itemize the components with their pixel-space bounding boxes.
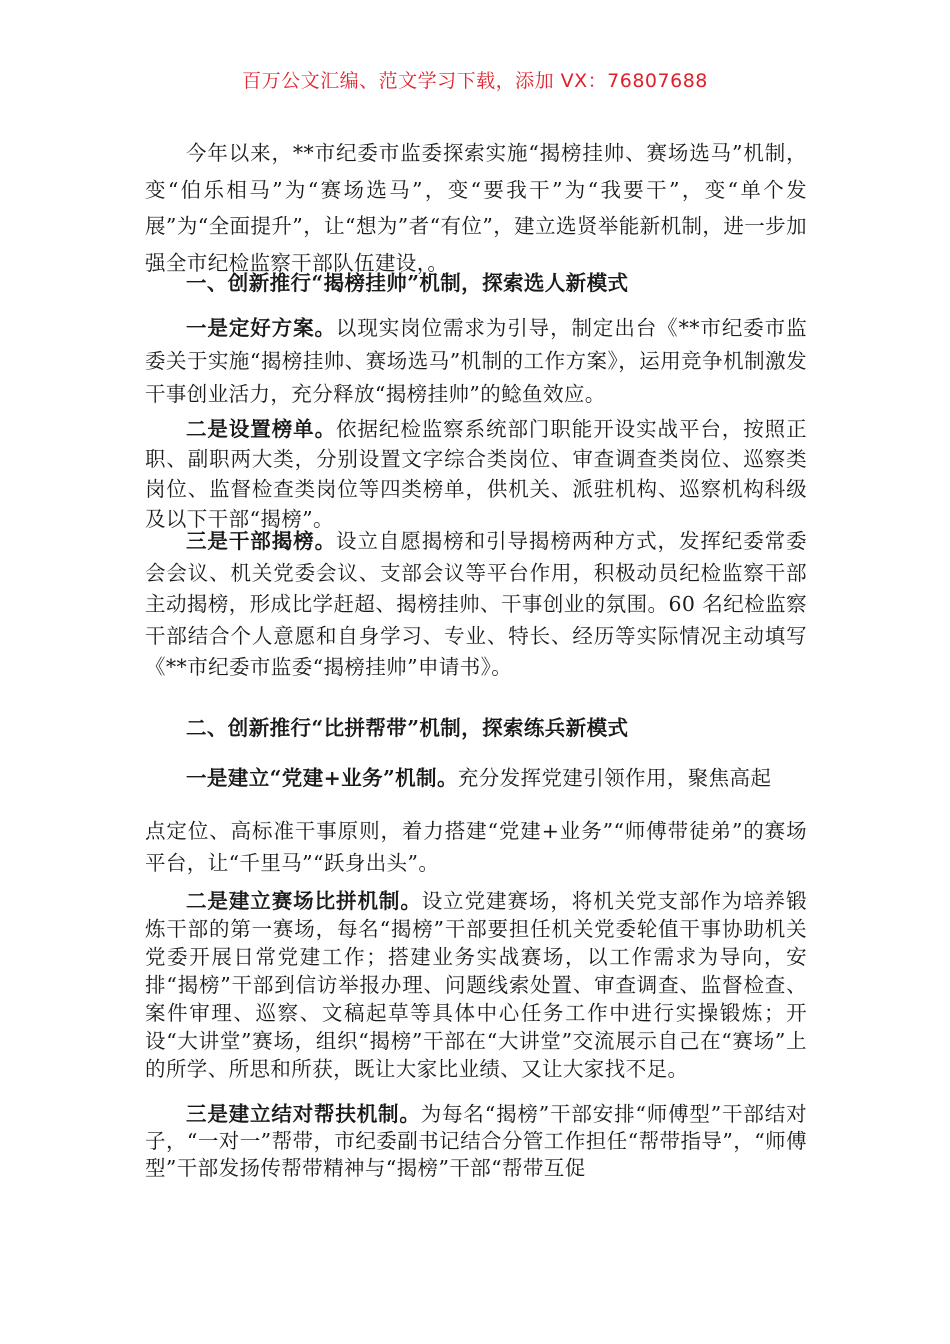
section-2-paragraph-1a [145, 763, 807, 793]
paragraph-text: 为每名“揭榜”干部安排“师傅型”干部结对子，“一对一”帮带，市纪委副书记结合分管工作担任“帮带指导”，“师傅型”干部发扬传帮带精神与“揭榜”干部“帮带互促 [145, 1102, 807, 1180]
section-1-paragraph-1 [145, 312, 807, 411]
intro-paragraph: 今年以来，**市纪委市监委探索实施“揭榜挂帅、赛场选马”机制，变“伯乐相马”为“赛场选马”，变“要我干”为“我要干”，变“单个发展”为“全面提升”，让“想为”者“有位”，建立选贤举能新机制，进一步加强全市纪检监察干部队伍建设，。 [145, 141, 807, 275]
paragraph-text: 设立自愿揭榜和引导揭榜两种方式，发挥纪委常委会会议、机关党委会议、支部会议等平台作用，积极动员纪检监察干部主动揭榜，形成比学赶超、揭榜挂帅、干事创业的氛围。60 名纪检监察干部结合个人意愿和自身学习、专业、特长、经历等实际情况主动填写《**市纪委市监委“揭榜挂帅”申请书》。 [145, 529, 807, 679]
section-2-heading: 二、创新推行“比拼帮带”机制，探索练兵新模式 [186, 716, 629, 740]
paragraph-text: 依据纪检监察系统部门职能开设实战平台，按照正职、副职两大类，分别设置文字综合类岗位、审查调查类岗位、巡察类岗位、监督检查类岗位等四类榜单，供机关、派驻机构、巡察机构科级及以下干部“揭榜”。 [145, 417, 807, 531]
paragraph-text: 设立党建赛场，将机关党支部作为培养锻炼干部的第一赛场，每名“揭榜”干部要担任机关党委轮值干事协助机关党委开展日常党建工作；搭建业务实战赛场，以工作需求为导向，安排“揭榜”干部到信访举报办理、问题线索处置、审查调查、监督检查、案件审理、巡察、文稿起草等具体中心任务工作中进行实操锻炼；开设“大讲堂”赛场，组织“揭榜”干部在“大讲堂”交流展示自己在“赛场”上的所学、所思和所获，既让大家比业绩、又让大家找不足。 [145, 889, 807, 1081]
header-banner: 百万公文汇编、范文学习下载，添加 VX：76807688 [242, 70, 708, 92]
paragraph-text: 充分发挥党建引领作用，聚焦高起 [457, 766, 772, 790]
section-1-paragraph-3 [145, 526, 807, 684]
paragraph-lead: 三是建立结对帮扶机制。 [186, 1102, 421, 1126]
section-1-heading: 一、创新推行“揭榜挂帅”机制，探索选人新模式 [186, 271, 629, 295]
paragraph-lead: 二是设置榜单。 [186, 417, 337, 441]
paragraph-lead: 一是定好方案。 [186, 316, 336, 340]
paragraph-text: 以现实岗位需求为引导，制定出台《**市纪委市监委关于实施“揭榜挂帅、赛场选马”机制的工作方案》，运用竞争机制激发干事创业活力，充分释放“揭榜挂帅”的鲶鱼效应。 [145, 316, 807, 406]
paragraph-lead: 二是建立赛场比拼机制。 [186, 889, 422, 913]
paragraph-lead: 一是建立“党建+业务”机制。 [186, 766, 458, 790]
section-2-paragraph-1b: 点定位、高标准干事原则，着力搭建“党建+业务”“师傅带徒弟”的赛场平台，让“千里马”“跃身出头”。 [145, 819, 807, 875]
section-1-paragraph-2 [145, 414, 807, 534]
paragraph-lead: 三是干部揭榜。 [186, 529, 337, 553]
section-2-paragraph-3 [145, 1101, 807, 1182]
section-2-paragraph-2 [145, 887, 807, 1083]
